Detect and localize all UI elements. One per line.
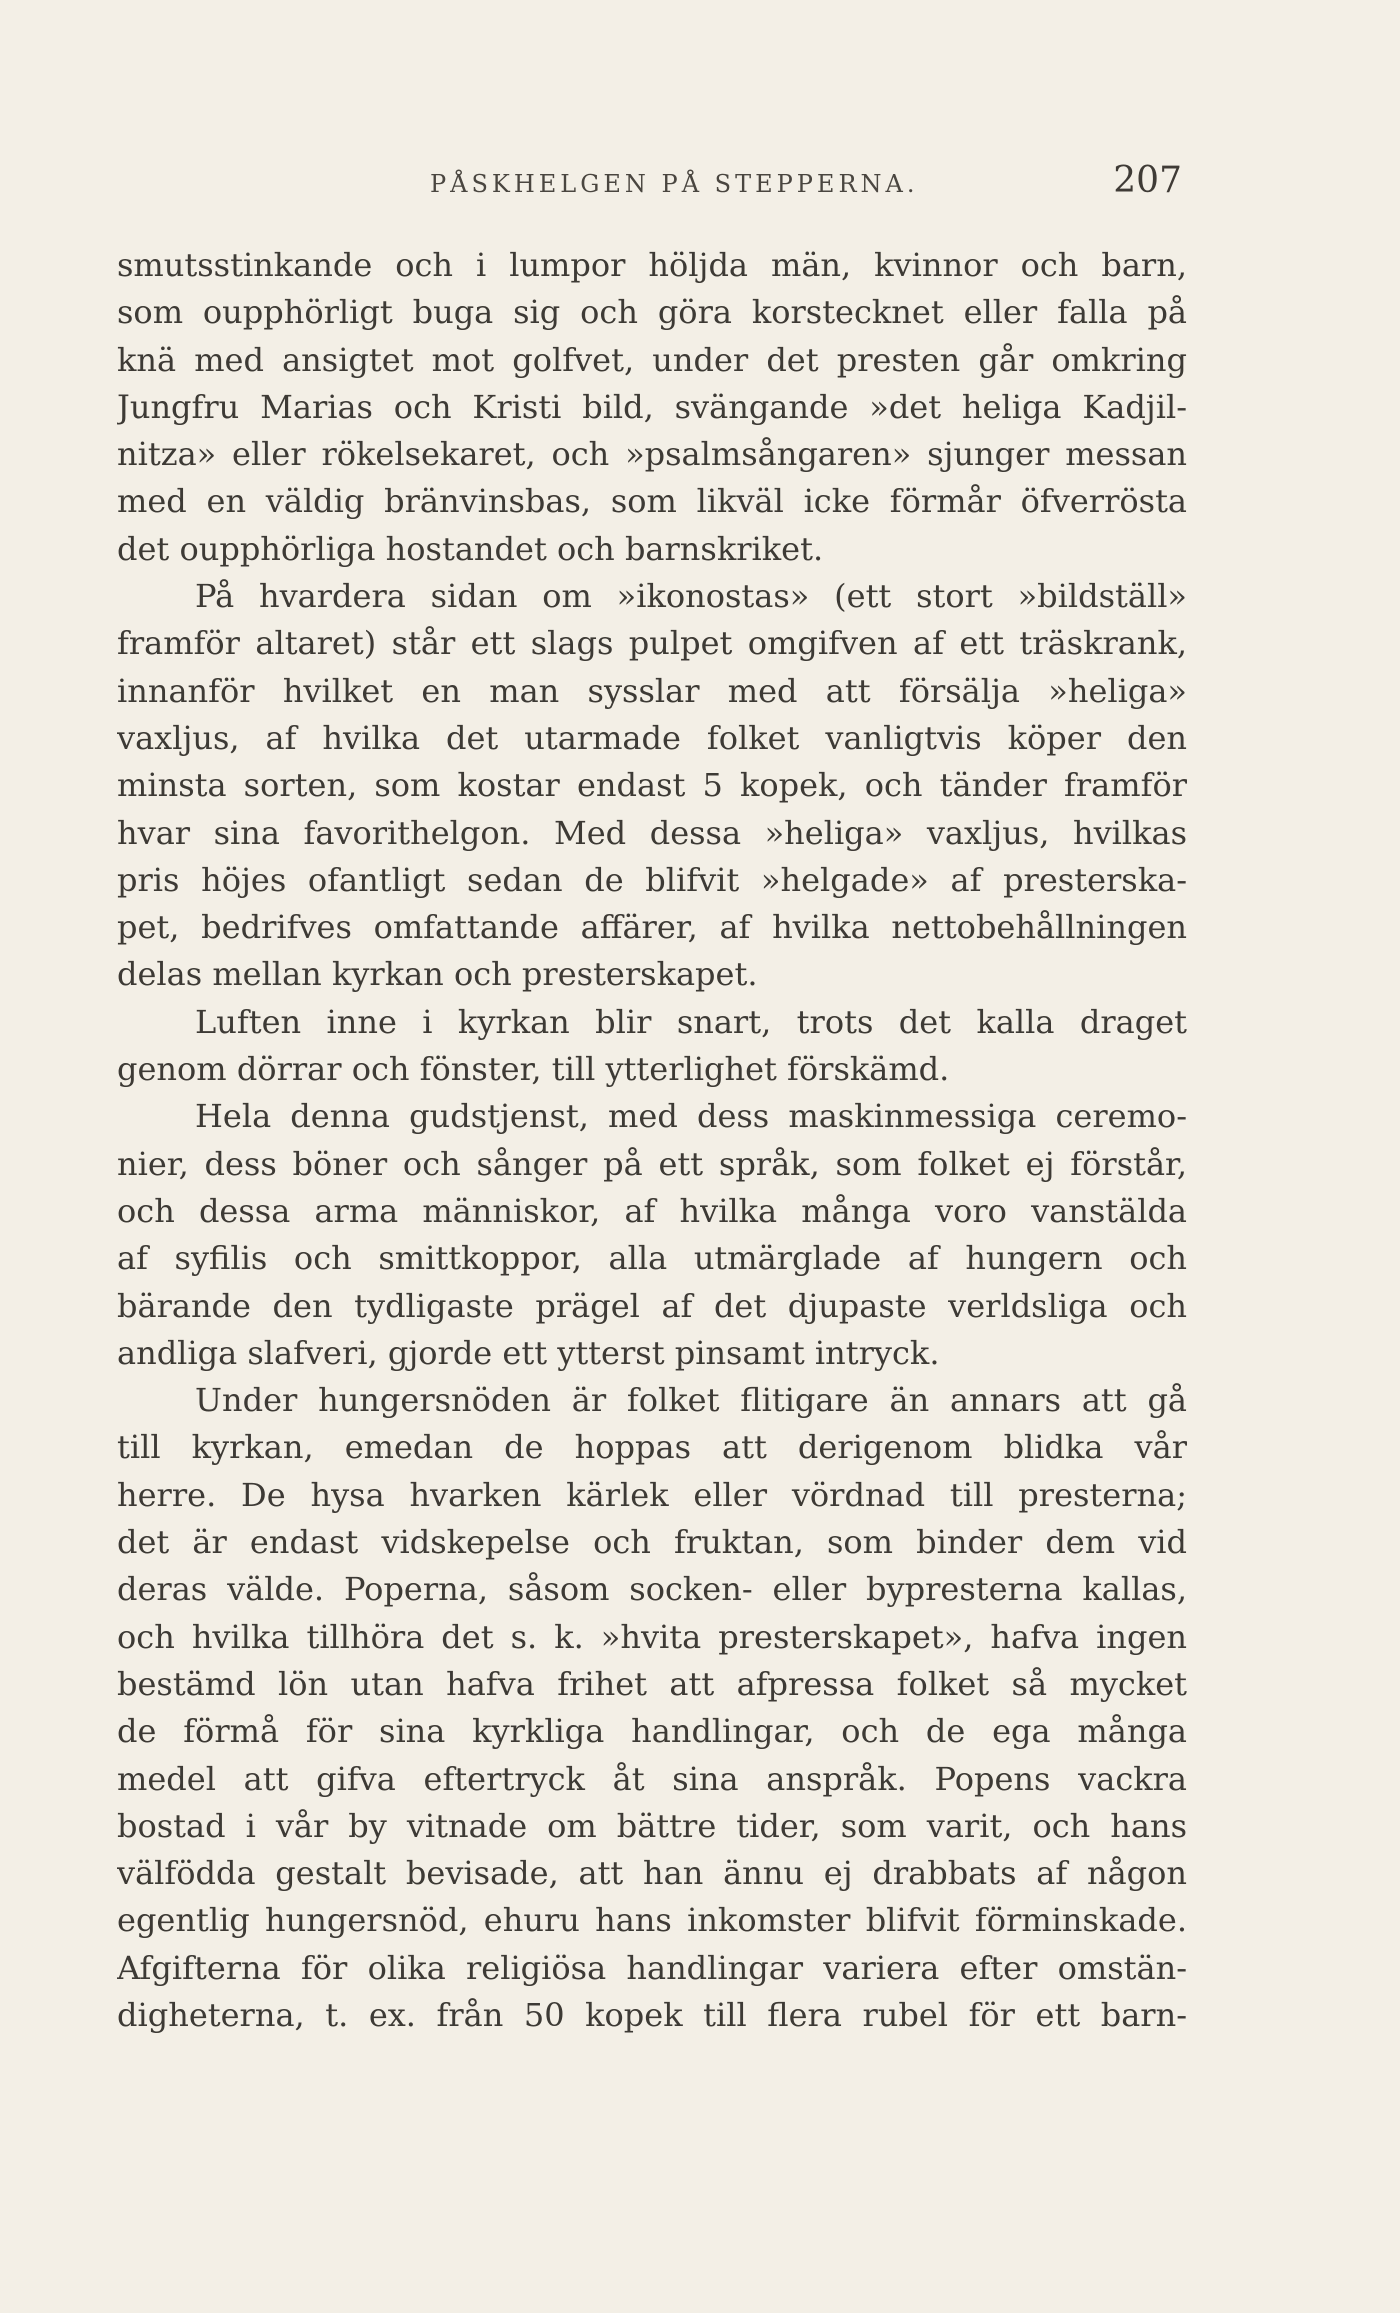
text-line: deras välde. Poperna, såsom socken- eller bypresterna kallas,	[117, 1570, 1187, 1609]
running-title: PÅSKHELGEN PÅ STEPPERNA.	[430, 170, 919, 198]
text-line: hvar sina favorithelgon. Med dessa »heliga» vaxljus, hvilkas	[117, 813, 1187, 852]
text-line: bostad i vår by vitnade om bättre tider, som varit, och hans	[117, 1806, 1187, 1845]
text-line: Hela denna gudstjenst, med dess maskinmessiga ceremo-	[195, 1097, 1187, 1136]
text-line: välfödda gestalt bevisade, att han ännu ej drabbats af någon	[117, 1854, 1187, 1893]
text-line: herre. De hysa hvarken kärlek eller vördnad till presterna;	[117, 1475, 1187, 1514]
text-line: och dessa arma människor, af hvilka många voro vanstälda	[117, 1191, 1187, 1230]
text-line: genom dörrar och fönster, till ytterlighet förskämd.	[117, 1050, 950, 1089]
text-line: och hvilka tillhöra det s. k. »hvita presterskapet», hafva ingen	[117, 1617, 1187, 1656]
text-line: knä med ansigtet mot golfvet, under det presten går omkring	[117, 340, 1187, 379]
text-line: Luften inne i kyrkan blir snart, trots det kalla draget	[195, 1002, 1187, 1041]
text-line: minsta sorten, som kostar endast 5 kopek, och tänder framför	[117, 766, 1187, 805]
text-line: det är endast vidskepelse och fruktan, som binder dem vid	[117, 1523, 1187, 1562]
text-line: Under hungersnöden är folket flitigare än annars att gå	[195, 1381, 1187, 1420]
page-number: 207	[1113, 160, 1182, 201]
text-line: innanför hvilket en man sysslar med att försälja »heliga»	[117, 671, 1187, 710]
text-line: det oupphörliga hostandet och barnskriket.	[117, 529, 824, 568]
text-line: andliga slafveri, gjorde ett ytterst pinsamt intryck.	[117, 1333, 940, 1372]
text-line: med en väldig bränvinsbas, som likväl icke förmår öfverrösta	[117, 482, 1187, 521]
text-line: nitza» eller rökelsekaret, och »psalmsångaren» sjunger messan	[117, 435, 1187, 474]
text-line: vaxljus, af hvilka det utarmade folket vanligtvis köper den	[117, 718, 1187, 757]
text-line: medel att gifva eftertryck åt sina anspråk. Popens vackra	[117, 1759, 1187, 1798]
text-line: pris höjes ofantligt sedan de blifvit »helgade» af presterska-	[117, 860, 1187, 899]
text-line: digheterna, t. ex. från 50 kopek till flera rubel för ett barn-	[117, 1995, 1187, 2034]
text-line: smutsstinkande och i lumpor höljda män, kvinnor och barn,	[117, 246, 1187, 284]
text-line: nier, dess böner och sånger på ett språk, som folket ej förstår,	[117, 1144, 1187, 1183]
text-line: som oupphörligt buga sig och göra korstecknet eller falla på	[117, 293, 1187, 332]
text-line: pet, bedrifves omfattande affärer, af hvilka nettobehållningen	[117, 908, 1187, 947]
text-line: till kyrkan, emedan de hoppas att derigenom blidka vår	[117, 1428, 1187, 1467]
text-line: Jungfru Marias och Kristi bild, svängande »det heliga Kadjil-	[117, 387, 1187, 426]
text-line: bestämd lön utan hafva frihet att afpressa folket så mycket	[117, 1664, 1187, 1703]
text-line: delas mellan kyrkan och presterskapet.	[117, 955, 758, 994]
text-line: framför altaret) står ett slags pulpet omgifven af ett träskrank,	[117, 624, 1187, 663]
text-line: bärande den tydligaste prägel af det djupaste verldsliga och	[117, 1286, 1187, 1325]
text-line: egentlig hungersnöd, ehuru hans inkomster blifvit förminskade.	[117, 1901, 1187, 1940]
text-line: af syfilis och smittkoppor, alla utmärglade af hungern och	[117, 1239, 1187, 1278]
text-line: På hvardera sidan om »ikonostas» (ett stort »bildställ»	[195, 577, 1187, 616]
text-line: de förmå för sina kyrkliga handlingar, och de ega många	[117, 1712, 1187, 1751]
body-text	[117, 242, 1187, 2039]
text-line: Afgifterna för olika religiösa handlingar variera efter omstän-	[117, 1948, 1187, 1987]
